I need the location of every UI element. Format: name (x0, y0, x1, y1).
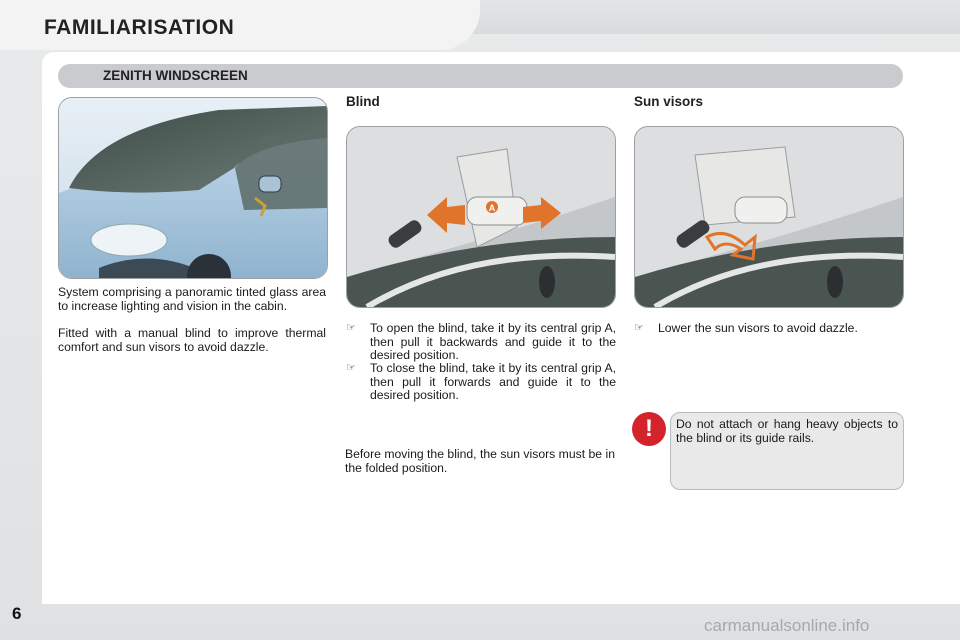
header-strip (440, 0, 960, 34)
car-illustration (59, 98, 327, 278)
section-title: ZENITH WINDSCREEN (103, 68, 248, 83)
blind-bullet-open: ☞ To open the blind, take it by its central grip A, then pull it backwards and guide it to the desired position. (346, 321, 616, 362)
exclamation-icon: ! (632, 412, 666, 446)
sun-visors-image (634, 126, 904, 308)
blind-heading: Blind (346, 94, 380, 109)
car-windscreen-image (58, 97, 328, 279)
blind-image (346, 126, 616, 308)
pointing-hand-icon: ☞ (634, 322, 644, 334)
sun-visors-bullet: ☞ Lower the sun visors to avoid dazzle. (634, 321, 858, 335)
intro-paragraph-1: System comprising a panoramic tinted glass area to increase lighting and vision in the cabin. (58, 285, 326, 313)
blind-bullet-close: ☞ To close the blind, take it by its central grip A, then pull it forwards and guide it to the desired position. (346, 361, 616, 402)
watermark-text: carmanualsonline.info (704, 616, 870, 635)
page-number: 6 (12, 604, 22, 623)
blind-note: Before moving the blind, the sun visors must be in the folded position. (345, 447, 615, 475)
warning-text: Do not attach or hang heavy objects to the blind or its guide rails. (676, 417, 898, 445)
sun-visor-illustration (635, 127, 903, 307)
intro-paragraph-2: Fitted with a manual blind to improve thermal comfort and sun visors to avoid dazzle. (58, 326, 326, 354)
blind-illustration (347, 127, 615, 307)
pointing-hand-icon: ☞ (346, 362, 356, 374)
grip-a-label: A (488, 203, 496, 213)
chapter-title: FAMILIARISATION (44, 16, 235, 39)
sun-visors-heading: Sun visors (634, 94, 704, 109)
pointing-hand-icon: ☞ (346, 322, 356, 334)
